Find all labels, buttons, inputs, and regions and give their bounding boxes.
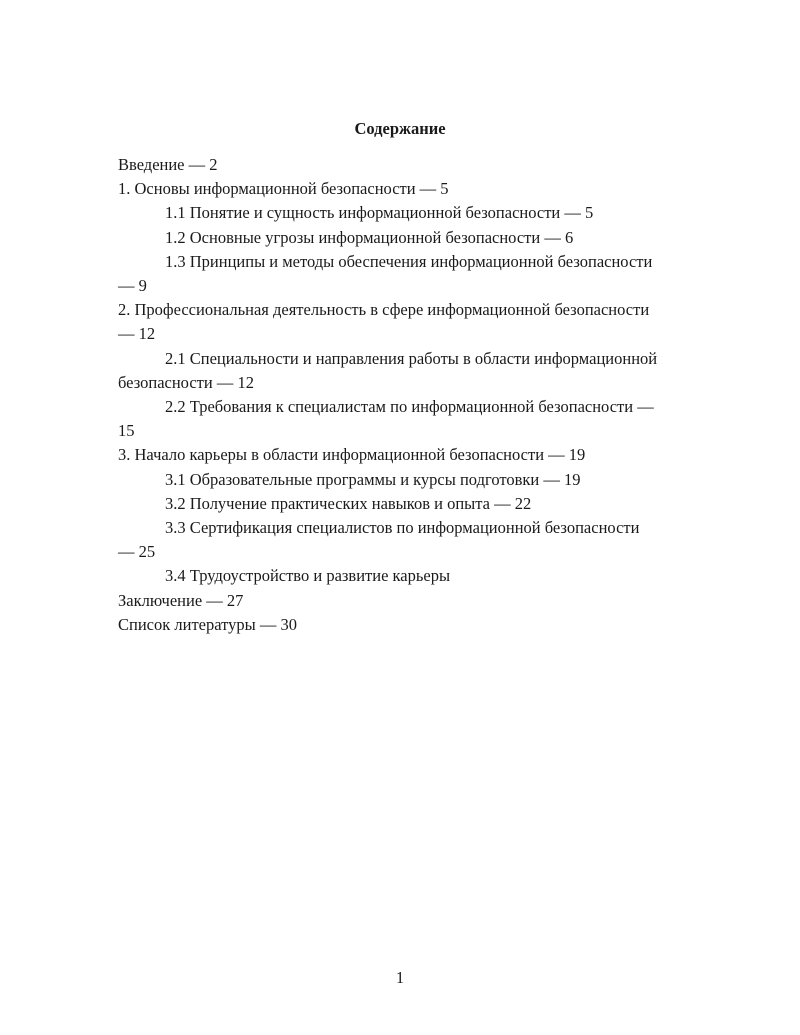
page-number: 1 [395, 968, 405, 987]
toc-entry-section-2-1: 2.1 Специальности и направления работы в области информационной безопасности — 12 [118, 348, 658, 392]
toc-entry-section-3-1: 3.1 Образовательные программы и курсы подготовки — 19 [165, 469, 581, 489]
toc-entry-section-3-3: 3.3 Сертификация специалистов по информационной безопасности — 25 [118, 518, 640, 562]
toc-title: Содержание [354, 119, 446, 138]
toc-entry-chapter-3: 3. Начало карьеры в области информационной безопасности — 19 [118, 445, 586, 465]
toc-entry-section-1-1: 1.1 Понятие и сущность информационной безопасности — 5 [165, 203, 594, 223]
toc-entry-section-2-2: 2.2 Требования к специалистам по информационной безопасности — 15 [118, 397, 654, 441]
toc-entry-conclusion: Заключение — 27 [118, 590, 244, 610]
toc-entry-chapter-1: 1. Основы информационной безопасности — 5 [118, 179, 449, 199]
toc-entry-section-1-2: 1.2 Основные угрозы информационной безопасности — 6 [165, 227, 574, 247]
toc-entry-chapter-2: 2. Профессиональная деятельность в сфере информационной безопасности — 12 [118, 300, 650, 344]
toc-entry-section-1-3: 1.3 Принципы и методы обеспечения информационной безопасности — 9 [118, 251, 653, 296]
toc-entry-section-3-4: 3.4 Трудоустройство и развитие карьеры [165, 566, 451, 586]
table-of-contents [118, 153, 658, 637]
toc-entry-section-3-2: 3.2 Получение практических навыков и опыта — 22 [165, 493, 532, 513]
toc-entry-references: Список литературы — 30 [118, 614, 297, 634]
toc-entry-introduction: Введение — 2 [118, 155, 218, 174]
